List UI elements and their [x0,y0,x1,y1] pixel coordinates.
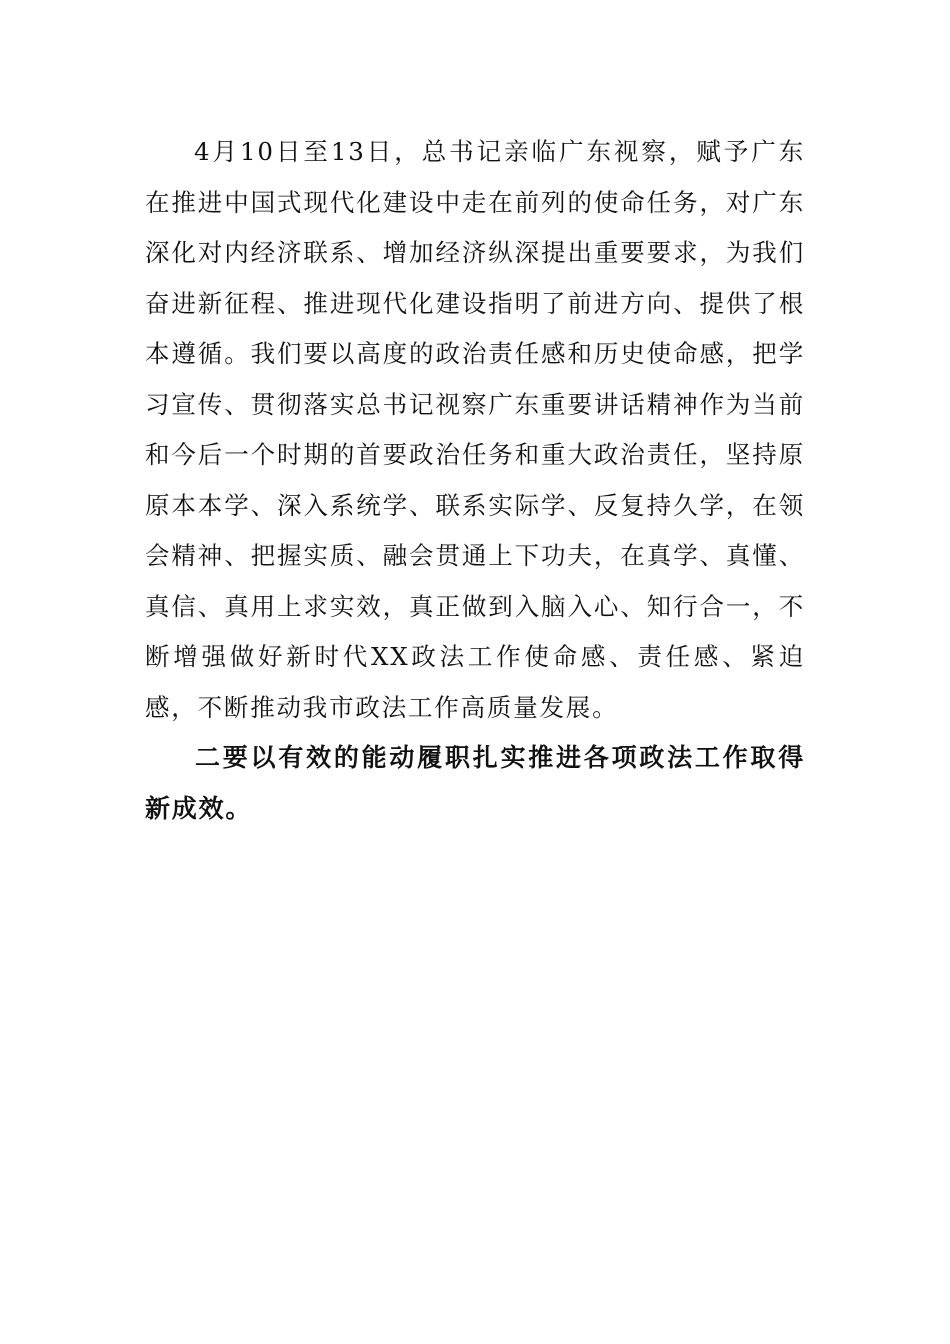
section-heading: 二要以有效的能动履职扎实推进各项政法工作取得新成效。 [145,743,805,823]
body-paragraph: 4月10日至13日，总书记亲临广东视察，赋予广东在推进中国式现代化建设中走在前列的使命任务，对广东深化对内经济联系、增加经济纵深提出重要要求，为我们奋进新征程、推进现代化建设指明了前进方向、提供了根本遵循。我们要以高度的政治责任感和历史使命感，把学习宣传、贯彻落实总书记视察广东重要讲话精神作为当前和今后一个时期的首要政治任务和重大政治责任，坚持原原本本学、深入系统学、联系实际学、反复持久学，在领会精神、把握实质、融会贯通上下功夫，在真学、真懂、真信、真用上求实效，真正做到入脑入心、知行合一，不断增强做好新时代XX政法工作使命感、责任感、紧迫感，不断推动我市政法工作高质量发展。 [145,137,805,722]
document-body [145,127,805,834]
